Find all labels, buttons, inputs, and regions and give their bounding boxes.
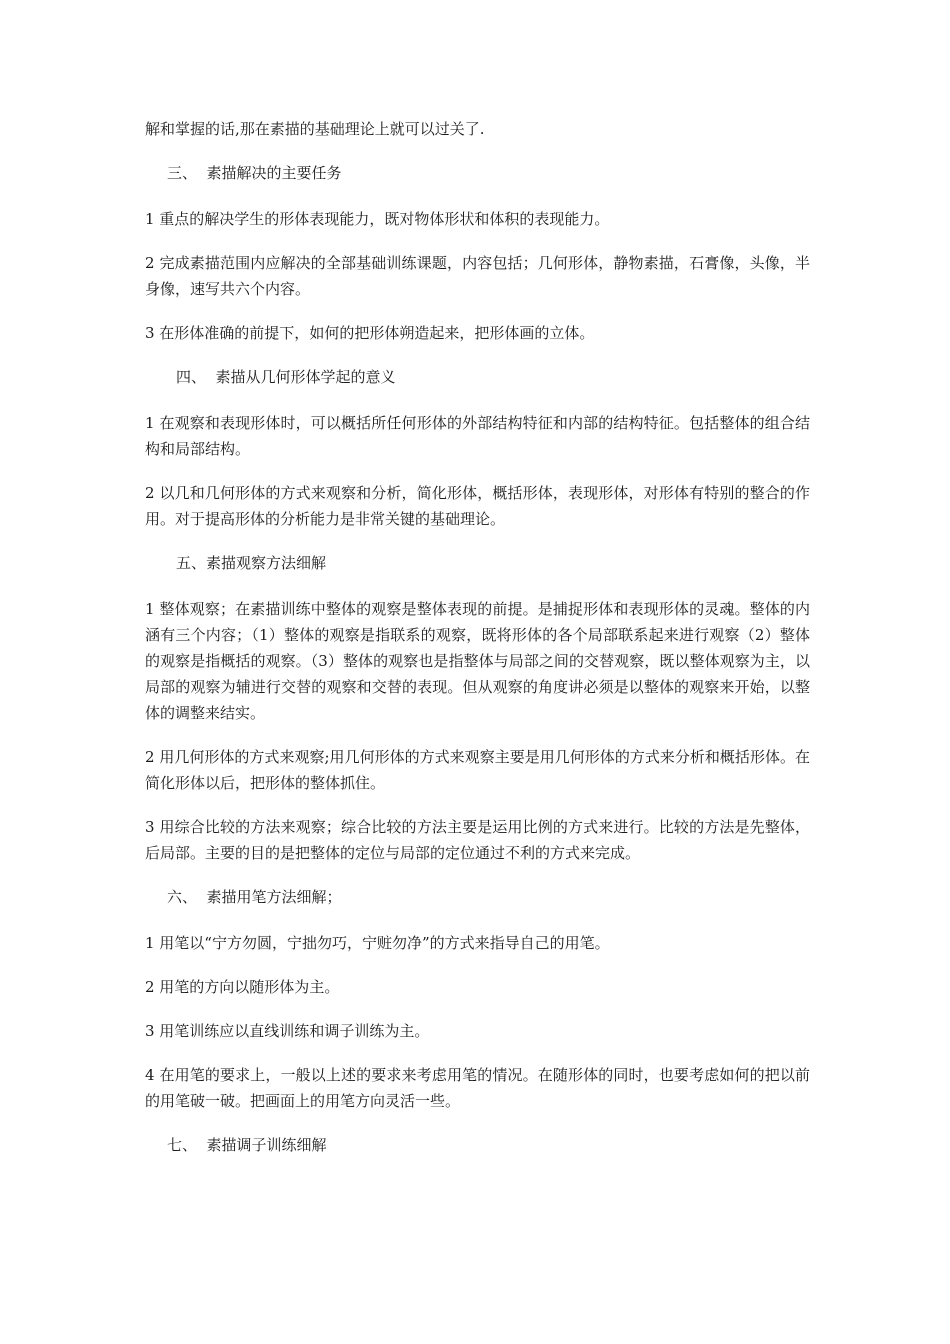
- paragraph-5-2: 2 用几何形体的方式来观察;用几何形体的方式来观察主要是用几何形体的方式来分析和概括形体。在简化形体以后，把形体的整体抓住。: [145, 748, 810, 792]
- paragraph-3-2: 2 完成素描范围内应解决的全部基础训练课题，内容包括；几何形体，静物素描，石膏像，头像，半身像，速写共六个内容。: [145, 254, 810, 298]
- paragraph-4-1: 1 在观察和表现形体时，可以概括所任何形体的外部结构特征和内部的结构特征。包括整体的组合结构和局部结构。: [145, 414, 810, 458]
- paragraph-6-4: 4 在用笔的要求上，一般以上述的要求来考虑用笔的情况。在随形体的同时，也要考虑如何的把以前的用笔破一破。把画面上的用笔方向灵活一些。: [145, 1066, 810, 1110]
- paragraph-intro: 解和掌握的话,那在素描的基础理论上就可以过关了.: [145, 120, 485, 138]
- paragraph-4-2: 2 以几和几何形体的方式来观察和分析，简化形体，概括形体，表现形体，对形体有特别的整合的作用。对于提高形体的分析能力是非常关键的基础理论。: [145, 484, 810, 528]
- paragraph-5-3: 3 用综合比较的方法来观察；综合比较的方法主要是运用比例的方式来进行。比较的方法是先整体，后局部。主要的目的是把整体的定位与局部的定位通过不利的方式来完成。: [145, 818, 810, 862]
- paragraph-5-1: 1 整体观察；在素描训练中整体的观察是整体表现的前提。是捕捉形体和表现形体的灵魂。整体的内涵有三个内容；（1）整体的观察是指联系的观察，既将形体的各个局部联系起来进行观察（2）整体的观察是指概括的观察。（3）整体的观察也是指整体与局部之间的交替观察，既以整体观察为主，以局部的观察为辅进行交替的观察和交替的表现。但从观察的角度讲必须是以整体的观察来开始，以整体的调整来结实。: [145, 600, 810, 722]
- document-body: [145, 116, 810, 1178]
- section-heading-5: 五、素描观察方法细解: [176, 554, 327, 572]
- section-heading-6: 六、 素描用笔方法细解；: [167, 888, 342, 906]
- paragraph-6-2: 2 用笔的方向以随形体为主。: [145, 978, 340, 996]
- section-heading-4: 四、 素描从几何形体学起的意义: [176, 368, 396, 386]
- section-heading-7: 七、 素描调子训练细解: [167, 1136, 327, 1154]
- paragraph-6-3: 3 用笔训练应以直线训练和调子训练为主。: [145, 1022, 430, 1040]
- paragraph-3-3: 3 在形体准确的前提下，如何的把形体朔造起来，把形体画的立体。: [145, 324, 595, 342]
- section-heading-3: 三、 素描解决的主要任务: [167, 164, 342, 182]
- paragraph-6-1: 1 用笔以“宁方勿圆，宁拙勿巧，宁赃勿净”的方式来指导自己的用笔。: [145, 934, 610, 952]
- paragraph-3-1: 1 重点的解决学生的形体表现能力，既对物体形状和体积的表现能力。: [145, 210, 610, 228]
